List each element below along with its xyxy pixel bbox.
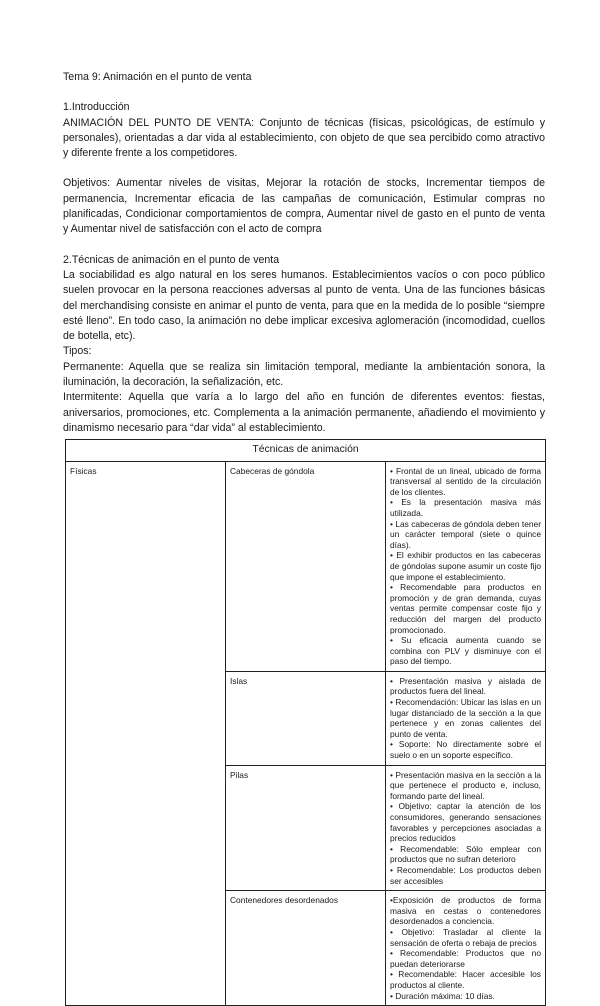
bullet-item: • El exhibir productos en las cabeceras de góndolas supone asumir un coste fijo que impone el establecimiento. [390, 550, 541, 582]
technique-name: Contenedores desordenados [226, 891, 386, 1006]
bullet-item: • Objetivo: captar la atención de los consumidores, generando sensaciones favorables y percepciones asociadas a precios reducidos [390, 801, 541, 844]
tipos-label: Tipos: [63, 345, 92, 358]
section-1-heading: 1.Introducción [63, 101, 130, 114]
technique-description [386, 891, 546, 1006]
techniques-table [65, 439, 546, 1006]
bullet-item: • Su eficacia aumenta cuando se combina con PLV y disminuye con el paso del tiempo. [390, 635, 541, 667]
section-1-paragraph: ANIMACIÓN DEL PUNTO DE VENTA: Conjunto de técnicas (físicas, psicológicas, de estímulo y personales), orientadas a dar vida al establecimiento, con objeto de que sea percibido como atractivo y diferente frente a los competidores. [63, 116, 545, 160]
section-2-paragraph: La sociabilidad es algo natural en los seres humanos. Establecimientos vacíos o con poco público suelen provocar en la persona reacciones adversas al punto de venta. Una de las funciones básicas del merchandising consiste en animar el punto de venta, para que en la medida de lo posible “siempre esté lleno”. En todo caso, la animación no debe implicar excesiva aglomeración (incomodidad, cuellos de botella, etc). [63, 268, 545, 343]
intermitente-paragraph: Intermitente: Aquella que varía a lo largo del año en función de diferentes eventos: fiestas, aniversarios, promociones, etc. Complementa a la animación permanente, añadiendo el movimiento y dinamismo necesario para “dar vida” al establecimiento. [63, 391, 545, 434]
bullet-item: • Es la presentación masiva más utilizada. [390, 497, 541, 518]
bullet-item: • Duración máxima: 10 días. [390, 990, 495, 1001]
technique-name: Islas [226, 671, 386, 765]
bullet-item: • Presentación masiva en la sección a la que pertenece el producto e, incluso, formando parte del lineal. [390, 769, 541, 801]
bullet-item: •Exposición de productos de forma masiva en cestas o contenedores desordenados a conciencia. [390, 895, 541, 927]
technique-description [386, 765, 546, 891]
technique-description [386, 671, 546, 765]
section-2-heading: 2.Técnicas de animación en el punto de venta [63, 253, 280, 266]
bullet-item: • Las cabeceras de góndola deben tener un carácter temporal (siete o quince días). [390, 518, 541, 550]
bullet-item: • Recomendable: Sólo emplear con productos que no sufran deterioro [390, 843, 541, 865]
table-row [66, 461, 546, 671]
category-cell: Físicas [66, 461, 226, 1006]
technique-description [386, 461, 546, 671]
bullet-item: • Recomendable: Productos que no puedan deteriorarse [390, 948, 541, 969]
bullet-item: • Recomendación: Ubicar las islas en un lugar distanciado de la sección a la que pertenece y en zonas calientes del punto de venta. [390, 697, 541, 739]
bullet-item: • Recomendable: Los productos deben ser accesibles [390, 864, 541, 886]
technique-name: Cabeceras de góndola [226, 461, 386, 671]
bullet-item: • Recomendable: Hacer accesible los productos al cliente. [390, 969, 541, 990]
bullet-item: • Frontal de un lineal, ubicado de forma transversal al sentido de la circulación de los clientes. [390, 465, 541, 497]
doc-title: Tema 9: Animación en el punto de venta [63, 71, 252, 83]
bullet-item: • Recomendable para productos en promoción y de gran demanda, cuyas ventas permite compensar coste fijo y reducción del margen del producto promocionado. [390, 582, 541, 635]
document-body [63, 70, 545, 436]
permanente-paragraph: Permanente: Aquella que se realiza sin limitación temporal, mediante la ambientación sonora, la iluminación, la decoración, la señalización, etc. [63, 360, 545, 389]
bullet-item: • Presentación masiva y aislada de productos fuera del lineal. [390, 675, 541, 697]
bullet-item: • Soporte: No directamente sobre el suelo o en un soporte específico. [390, 739, 541, 761]
objetivos-paragraph: Objetivos: Aumentar niveles de visitas, Mejorar la rotación de stocks, Incrementar tiempos de permanencia, Incrementar eficacia de las campañas de comunicación, Estimular compras no planificadas, Condicionar comportamientos de compra, Aumentar nivel de gasto en el punto de venta y Aumentar nivel de satisfacción con el acto de compra [63, 177, 545, 236]
technique-name: Pilas [226, 765, 386, 891]
bullet-item: • Objetivo: Trasladar al cliente la sensación de oferta o rebaja de precios [390, 926, 541, 948]
table-title: Técnicas de animación [66, 440, 546, 462]
